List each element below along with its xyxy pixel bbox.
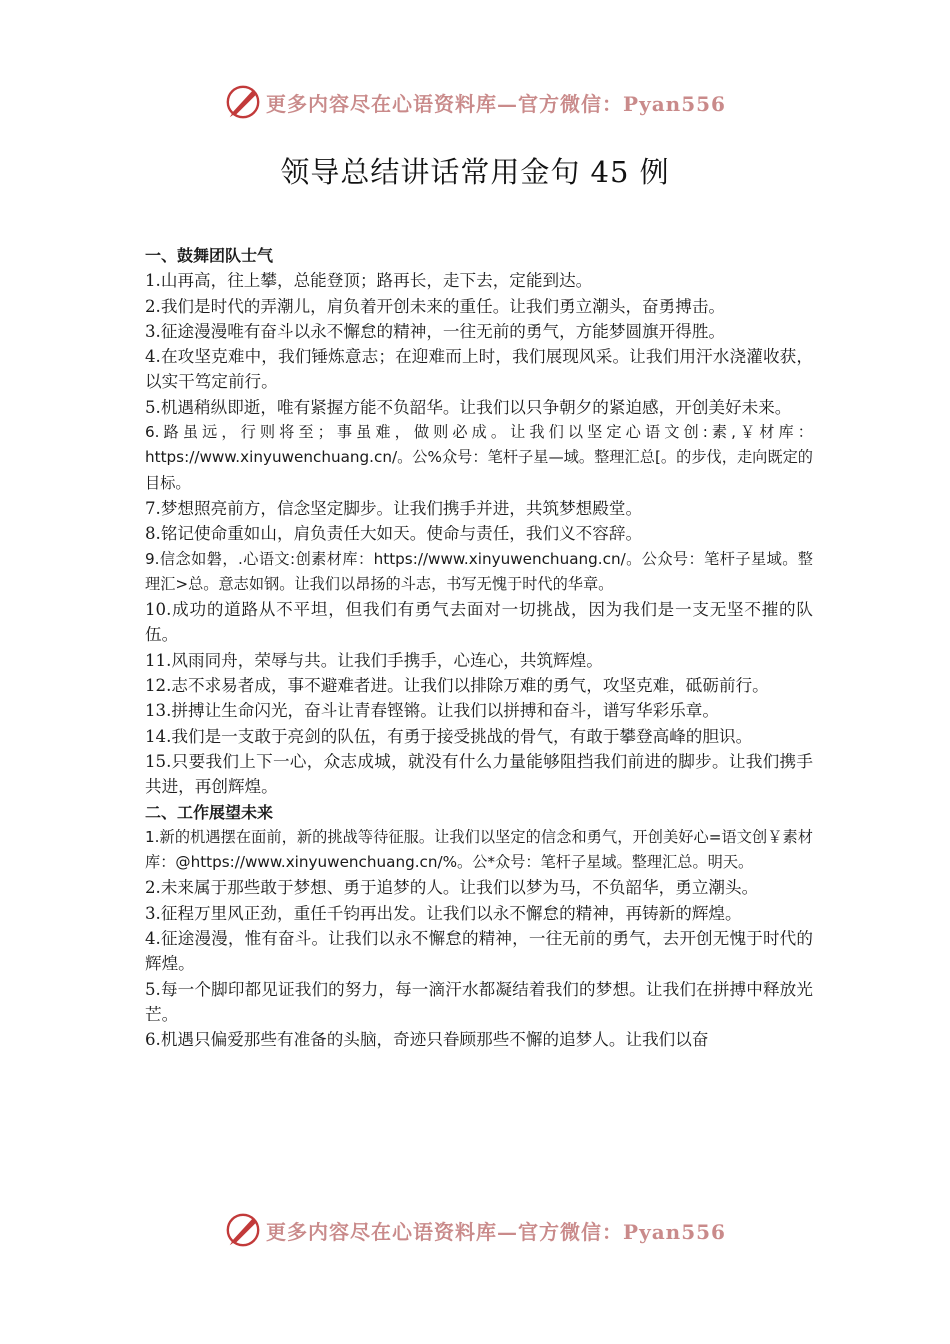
list-item: 11.风雨同舟，荣辱与共。让我们手携手，心连心，共筑辉煌。 [145,650,603,670]
document-body [145,243,813,1053]
list-item: 2.我们是时代的弄潮儿，肩负着开创未来的重任。让我们勇立潮头，奋勇搏击。 [145,296,726,316]
header-watermark [0,80,950,124]
banner-text: 更多内容尽在心语资料库—官方微信：Pyan556 [266,1219,726,1244]
list-item: 3.征途漫漫唯有奋斗以永不懈怠的精神，一往无前的勇气，方能梦圆旗开得胜。 [145,321,726,341]
pen-logo-icon [224,1211,262,1249]
page-title: 领导总结讲话常用金句 45 例 [280,155,670,189]
list-item: 9.信念如磐，.心语文:创素材库：https://www.xinyuwenchuang.cn/。公众号：笔杆子星域。整理汇>总。意志如钢。让我们以昂扬的斗志，书写无愧于时代的华章。 [145,549,813,593]
list-item: 6.路虽远，行则将至；事虽难，做则必成。让我们以坚定心语文创:素,￥材库：https://www.xinyuwenchuang.cn/。公%众号：笔杆子星—域。整理汇总[。的步伐，走向既定的目标。 [145,423,813,492]
list-item: 10.成功的道路从不平坦，但我们有勇气去面对一切挑战，因为我们是一支无坚不摧的队伍。 [145,600,813,645]
list-item: 7.梦想照亮前方，信念坚定脚步。让我们携手并进，共筑梦想殿堂。 [145,498,643,518]
list-item: 12.志不求易者成，事不避难者进。让我们以排除万难的勇气，攻坚克难，砥砺前行。 [145,676,769,696]
list-item: 14.我们是一支敢于亮剑的队伍，有勇于接受挑战的骨气，有敢于攀登高峰的胆识。 [145,726,753,746]
list-item: 2.未来属于那些敢于梦想、勇于追梦的人。让我们以梦为马，不负韶华，勇立潮头。 [145,878,759,898]
section-heading: 二、工作展望未来 [145,802,274,822]
list-item: 1.新的机遇摆在面前，新的挑战等待征服。让我们以坚定的信念和勇气，开创美好心=语文创￥素材库：@https://www.xinyuwenchuang.cn/%。公*众号：笔杆子星域。整理汇总。明天。 [145,827,813,872]
list-item: 5.每一个脚印都见证我们的努力，每一滴汗水都凝结着我们的梦想。让我们在拼搏中释放光芒。 [145,979,813,1024]
list-item: 8.铭记使命重如山，肩负责任大如天。使命与责任，我们义不容辞。 [145,524,643,544]
list-item: 15.只要我们上下一心，众志成城，就没有什么力量能够阻挡我们前进的脚步。让我们携手共进，再创辉煌。 [145,751,813,797]
list-item: 13.拼搏让生命闪光，奋斗让青春铿锵。让我们以拼搏和奋斗，谱写华彩乐章。 [145,701,719,721]
list-item: 6.机遇只偏爱那些有准备的头脑，奇迹只眷顾那些不懈的追梦人。让我们以奋 [145,1030,709,1050]
list-item: 4.征途漫漫，惟有奋斗。让我们以永不懈怠的精神，一往无前的勇气，去开创无愧于时代的辉煌。 [145,929,813,974]
section-heading: 一、鼓舞团队士气 [145,246,274,265]
list-item: 5.机遇稍纵即逝，唯有紧握方能不负韶华。让我们以只争朝夕的紧迫感，开创美好未来。 [145,397,792,417]
pen-logo-icon [224,83,262,121]
list-item: 1.山再高，往上攀，总能登顶；路再长，走下去，定能到达。 [145,271,593,291]
footer-watermark [0,1208,950,1252]
banner-text: 更多内容尽在心语资料库—官方微信：Pyan556 [266,91,726,116]
list-item: 3.征程万里风正劲，重任千钧再出发。让我们以永不懈怠的精神，再铸新的辉煌。 [145,903,742,923]
list-item: 4.在攻坚克难中，我们锤炼意志；在迎难而上时，我们展现风采。让我们用汗水浇灌收获，以实干笃定前行。 [145,347,813,392]
